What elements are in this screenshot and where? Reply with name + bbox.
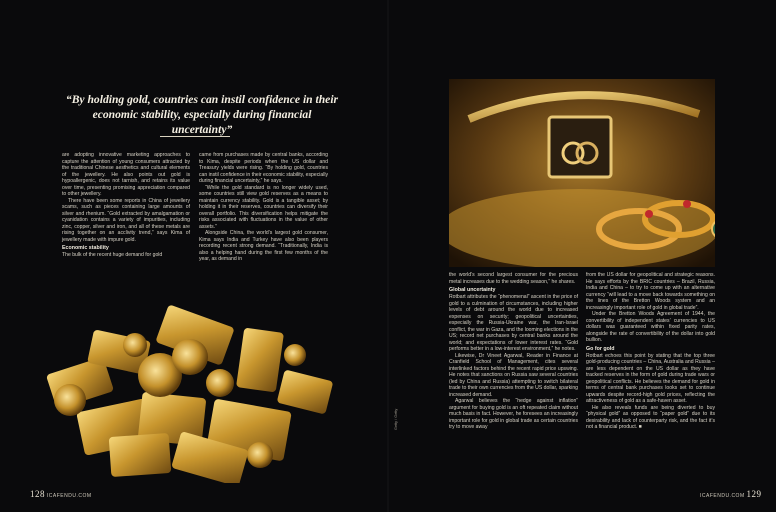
paragraph: He also reveals funds are being diverted to buy “physical gold” as opposed to “paper gold” due to its desirability and lack of counterparty risk, and the fact it’s not a financial product. ■ — [586, 404, 715, 430]
subheading: Economic stability — [62, 245, 109, 251]
site-name: ICAFENDU.COM — [46, 493, 92, 499]
paragraph: “While the gold standard is no longer widely used, some countries still view gold reserves as a means to maintain currency stability. Gold is a tangible asset; by holding it in their reserves, countries can diversify their overall portfolio. This diversification helps mitigate the risks associated with fluctuations in the value of other assets.” — [199, 184, 328, 230]
pull-quote: “By holding gold, countries can instil confidence in their economic stability, especially during financial uncertainty” — [65, 93, 339, 136]
column-right-2 — [586, 272, 715, 431]
paragraph: Likewise, Dr Vineet Agarwal, Reader in Finance at Cranfield School of Management, cites several interlinked factors behind the recent rapid price upswing. He notes that sanctions on Russia saw several countries (led by China and Russia) attempting to switch bilateral trade to their own currencies from the US dollar, sparking increased demand. — [449, 352, 578, 398]
column-left-2 — [199, 152, 328, 263]
page-number: 129 — [746, 489, 762, 499]
column-left-1 — [62, 152, 190, 259]
paragraph: There have been some reports in China of jewellery scams, such as pieces containing large amounts of silver and rhenium. “Gold extracted by amalgamation or cyanidation contains a variety of impurities, including zinc, copper, silver and iron, and all of these metals are rising together on an acclivity trend,” says Kima of jewellery made with impure gold. — [62, 197, 190, 243]
photo-credit: Getty / Getty — [394, 408, 398, 430]
subheading: Go for gold — [586, 345, 615, 352]
paragraph: The bulk of the recent huge demand for gold — [62, 252, 163, 258]
folio-left — [30, 489, 92, 499]
site-name: ICAFENDU.COM — [700, 493, 745, 499]
paragraph: Alongside China, the world’s largest gold consumer, Kima says India and Turkey have also been players recording recent strong demand. “Traditionally, India is also a helping hand during the first few months of the year, as demand in — [199, 230, 328, 262]
paragraph: Rotbart attributes the “phenomenal” ascent in the price of gold to a culmination of circumstances, including higher levels of debt around the world due to increased expenses on security; geopolitical uncertainties, especially the Russia-Ukraine war, the Iran-Israel conflict, the war in Gaza, and the looming elections in the US; record net purchases by central banks around the world; and expectations of lower interest rates. “Gold performs better in a low-interest environment,” he notes. — [449, 294, 578, 352]
paragraph: from the US dollar for geopolitical and strategic reasons. He says efforts by the BRIC countries – Brazil, Russia, India and China – to try to come up with an alternative currency “will lead to a move back towards something on the lines of the Bretton Woods system and an increasingly important role of gold in global trade”. — [586, 272, 715, 311]
column-right-1 — [449, 272, 578, 431]
quote-divider — [160, 136, 230, 137]
gold-bars-photo — [40, 305, 340, 483]
paragraph: Rotbart echoes this point by stating that the top three gold-producing countries – China, Australia and Russia – are less dependent on the US dollar as they have tracked reserves in the form of gold during trade wars or geopolitical conflicts. He believes the demand for gold in terms of central bank purchases looks set to continue upwards despite record-high gold prices, reflecting the attractiveness of gold as a safe-haven asset. — [586, 352, 715, 404]
paragraph: Under the Bretton Woods Agreement of 1944, the convertibility of independent states’ currencies to US dollars was guaranteed within fixed parity rates, alongside the rate of convertibility of the dollar into gold bullion. — [586, 311, 715, 343]
paragraph: the world’s second largest consumer for the precious metal increases due to the wedding season,” he shares. — [449, 272, 578, 285]
paragraph: are adopting innovative marketing approaches to capture the attention of young consumers attracted by the traditional Chinese aesthetics and cultural elements of the jewellery. He also points out gold is hypoallergenic, does not tarnish, and retains its value over time, presenting promising appreciation compared to other jewellery. — [62, 152, 190, 197]
folio-right — [700, 489, 762, 499]
subheading: Global uncertainty — [449, 287, 496, 293]
gold-jewellery-photo — [449, 79, 715, 267]
page-number: 128 — [30, 489, 45, 499]
paragraph: came from purchases made by central banks, according to Kima, despite periods when the US dollar and Treasury yields were rising. “By holding gold, countries can instil confidence in their economic stability, especially during financial uncertainty,” he says. — [199, 152, 329, 184]
page-gutter — [387, 0, 389, 512]
paragraph: Agarwal believes the “hedge against inflation” argument for buying gold is an oft repeated claim without much basis in fact. However, he foresees an increasingly important role for gold in global trade as certain countries try to move away — [449, 398, 578, 430]
